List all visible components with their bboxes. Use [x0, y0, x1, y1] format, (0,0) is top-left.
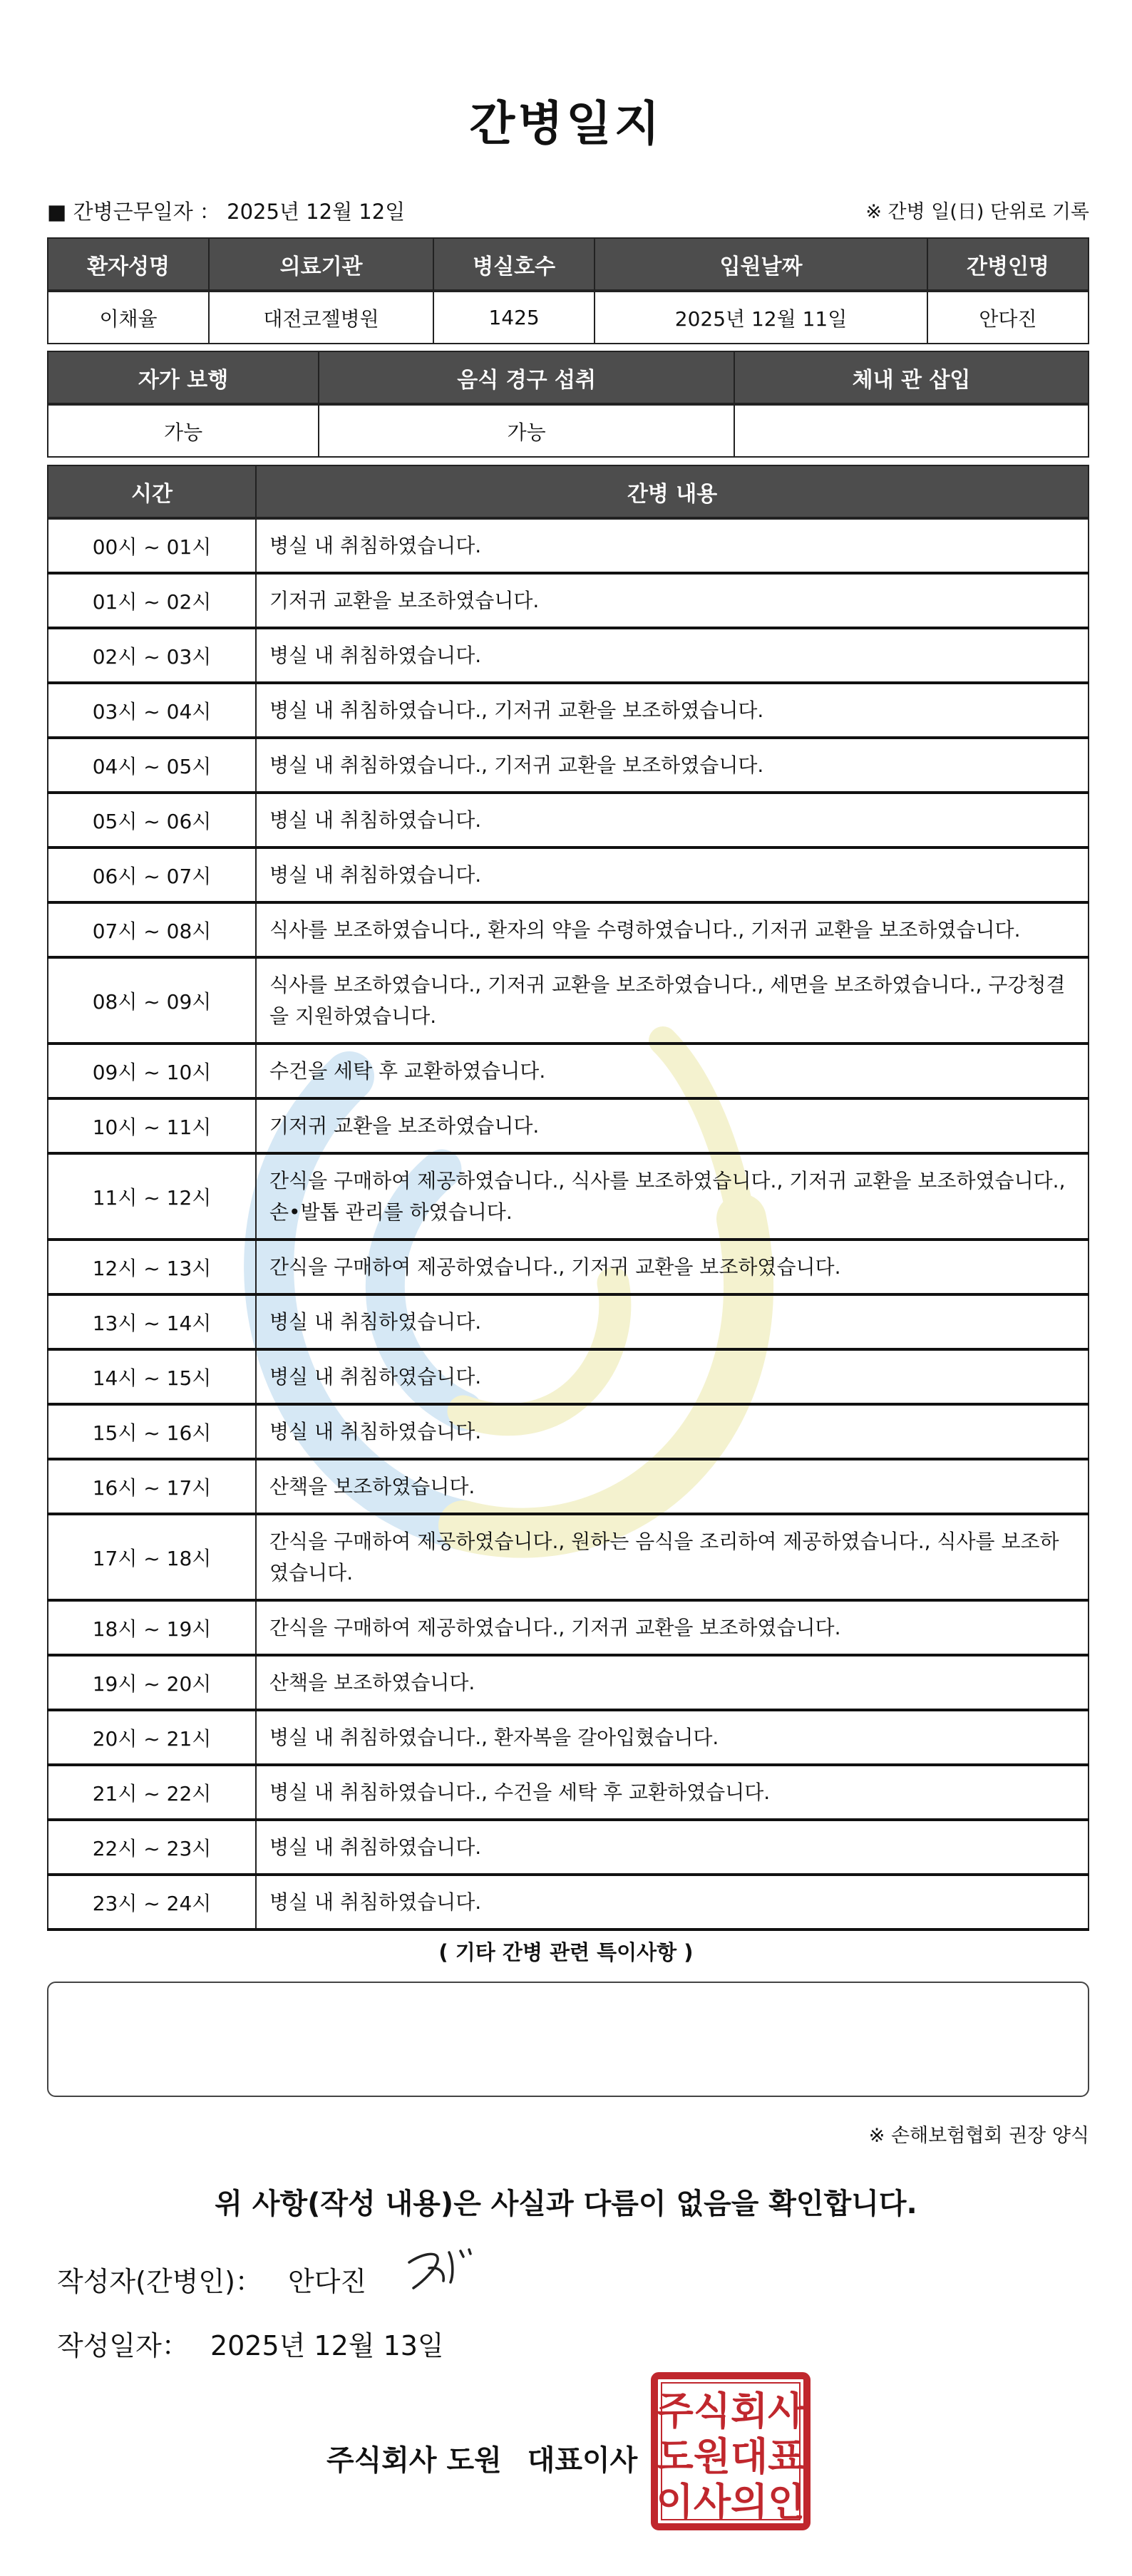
writer-label: 작성자(간병인)： — [57, 2266, 262, 2297]
status-header-row — [48, 351, 1089, 404]
content-cell: 병실 내 취침하였습니다. — [256, 1875, 1089, 1930]
content-cell: 병실 내 취침하였습니다. — [256, 518, 1089, 573]
table-row — [48, 1710, 1089, 1765]
time-cell: 04시 ~ 05시 — [48, 738, 256, 793]
svg-text:이사의인: 이사의인 — [656, 2480, 806, 2525]
caregiver-name: 안다진 — [927, 291, 1089, 344]
document-title: 간병일지 — [469, 96, 663, 151]
time-cell: 09시 ~ 10시 — [48, 1044, 256, 1098]
table-row — [48, 957, 1089, 1044]
content-cell: 수건을 세탁 후 교환하였습니다. — [256, 1044, 1089, 1098]
time-cell: 00시 ~ 01시 — [48, 518, 256, 573]
table-row — [48, 1514, 1089, 1600]
hospital-name: 대전코젤병원 — [209, 291, 433, 344]
admission-date: 2025년 12월 11일 — [595, 291, 927, 344]
time-cell: 20시 ~ 21시 — [48, 1710, 256, 1765]
header-tube-insertion: 체내 관 삽입 — [734, 351, 1089, 404]
time-cell: 10시 ~ 11시 — [48, 1098, 256, 1153]
content-cell: 병실 내 취침하였습니다. — [256, 793, 1089, 847]
table-row — [48, 518, 1089, 573]
header-caregiver-name: 간병인명 — [927, 238, 1089, 291]
time-cell: 05시 ~ 06시 — [48, 793, 256, 847]
table-row — [48, 1655, 1089, 1710]
content-cell: 산책을 보조하였습니다. — [256, 1655, 1089, 1710]
notes-title: ( 기타 간병 관련 특이사항 ) — [438, 1940, 694, 1964]
notes-box — [47, 1982, 1089, 2097]
footnote: ※ 손해보험협회 권장 양식 — [868, 2125, 1089, 2147]
content-cell: 식사를 보조하였습니다., 기저귀 교환을 보조하였습니다., 세면을 보조하였습니다., 구강청결을 지원하였습니다. — [256, 957, 1089, 1044]
company-seal-icon — [650, 2371, 811, 2531]
table-row — [48, 1153, 1089, 1240]
time-cell: 08시 ~ 09시 — [48, 957, 256, 1044]
content-cell: 간식을 구매하여 제공하였습니다., 기저귀 교환을 보조하였습니다. — [256, 1600, 1089, 1655]
content-cell: 병실 내 취침하였습니다. — [256, 1349, 1089, 1404]
header-time: 시간 — [48, 465, 256, 518]
content-cell: 간식을 구매하여 제공하였습니다., 기저귀 교환을 보조하였습니다. — [256, 1240, 1089, 1294]
table-row — [48, 683, 1089, 738]
header-oral-intake: 음식 경구 섭취 — [319, 351, 734, 404]
time-cell: 18시 ~ 19시 — [48, 1600, 256, 1655]
time-cell: 02시 ~ 03시 — [48, 628, 256, 683]
table-row — [48, 1765, 1089, 1820]
table-row — [48, 573, 1089, 628]
time-cell: 12시 ~ 13시 — [48, 1240, 256, 1294]
patient-status-table — [47, 351, 1089, 458]
svg-text:도원대표: 도원대표 — [656, 2434, 806, 2479]
self-walking-value: 가능 — [48, 404, 319, 457]
content-cell: 병실 내 취침하였습니다., 기저귀 교환을 보조하였습니다. — [256, 738, 1089, 793]
date-label: 작성일자： — [57, 2330, 189, 2361]
header-care-content: 간병 내용 — [256, 465, 1089, 518]
time-cell: 13시 ~ 14시 — [48, 1294, 256, 1349]
svg-text:주식회사: 주식회사 — [656, 2389, 806, 2433]
header-hospital: 의료기관 — [209, 238, 433, 291]
table-row — [48, 628, 1089, 683]
table-row — [48, 1240, 1089, 1294]
content-cell: 산책을 보조하였습니다. — [256, 1459, 1089, 1514]
table-row — [48, 847, 1089, 902]
table-row — [48, 1098, 1089, 1153]
table-row — [48, 738, 1089, 793]
patient-name: 이채율 — [48, 291, 209, 344]
content-cell: 간식을 구매하여 제공하였습니다., 식사를 보조하였습니다., 기저귀 교환을 보조하였습니다., 손•발톱 관리를 하였습니다. — [256, 1153, 1089, 1240]
writer-line — [57, 2260, 366, 2299]
company-name: 주식회사 도원 — [326, 2444, 502, 2477]
work-date: ■ 간병근무일자 ： 2025년 12월 12일 — [47, 200, 406, 224]
hourly-care-log-table — [47, 465, 1089, 1931]
time-cell: 07시 ~ 08시 — [48, 902, 256, 957]
patient-info-table — [47, 237, 1089, 344]
content-cell: 식사를 보조하였습니다., 환자의 약을 수령하였습니다., 기저귀 교환을 보조하였습니다. — [256, 902, 1089, 957]
time-cell: 06시 ~ 07시 — [48, 847, 256, 902]
unit-note: ※ 간병 일(日) 단위로 기록 — [865, 201, 1089, 223]
table-row — [48, 902, 1089, 957]
time-cell: 14시 ~ 15시 — [48, 1349, 256, 1404]
time-cell: 01시 ~ 02시 — [48, 573, 256, 628]
info-header-row — [48, 238, 1089, 291]
table-row — [48, 1875, 1089, 1930]
header-room-number: 병실호수 — [433, 238, 595, 291]
time-cell: 11시 ~ 12시 — [48, 1153, 256, 1240]
content-cell: 병실 내 취침하였습니다. — [256, 847, 1089, 902]
content-cell: 기저귀 교환을 보조하였습니다. — [256, 573, 1089, 628]
status-value-row — [48, 404, 1089, 457]
log-header-row — [48, 465, 1089, 518]
content-cell: 기저귀 교환을 보조하였습니다. — [256, 1098, 1089, 1153]
time-cell: 17시 ~ 18시 — [48, 1514, 256, 1600]
header-self-walking: 자가 보행 — [48, 351, 319, 404]
time-cell: 16시 ~ 17시 — [48, 1459, 256, 1514]
oral-intake-value: 가능 — [319, 404, 734, 457]
content-cell: 병실 내 취침하였습니다. — [256, 1404, 1089, 1459]
content-cell: 병실 내 취침하였습니다. — [256, 1820, 1089, 1875]
signature-icon — [401, 2238, 515, 2295]
header-admission-date: 입원날짜 — [595, 238, 927, 291]
time-cell: 19시 ~ 20시 — [48, 1655, 256, 1710]
time-cell: 15시 ~ 16시 — [48, 1404, 256, 1459]
writer-name: 안다진 — [288, 2266, 367, 2297]
table-row — [48, 1600, 1089, 1655]
time-cell: 22시 ~ 23시 — [48, 1820, 256, 1875]
content-cell: 간식을 구매하여 제공하였습니다., 원하는 음식을 조리하여 제공하였습니다., 식사를 보조하였습니다. — [256, 1514, 1089, 1600]
date-line — [57, 2324, 444, 2363]
representative-title: 대표이사 — [527, 2444, 638, 2477]
table-row — [48, 1349, 1089, 1404]
tube-insertion-value — [734, 404, 1089, 457]
table-row — [48, 1294, 1089, 1349]
table-row — [48, 1459, 1089, 1514]
content-cell: 병실 내 취침하였습니다., 환자복을 갈아입혔습니다. — [256, 1710, 1089, 1765]
date-value: 2025년 12월 13일 — [210, 2330, 444, 2361]
table-row — [48, 1820, 1089, 1875]
table-row — [48, 1044, 1089, 1098]
confirmation-statement: 위 사항(작성 내용)은 사실과 다름이 없음을 확인합니다. — [215, 2188, 917, 2220]
time-cell: 03시 ~ 04시 — [48, 683, 256, 738]
content-cell: 병실 내 취침하였습니다., 수건을 세탁 후 교환하였습니다. — [256, 1765, 1089, 1820]
company-line — [326, 2438, 637, 2478]
time-cell: 23시 ~ 24시 — [48, 1875, 256, 1930]
content-cell: 병실 내 취침하였습니다. — [256, 1294, 1089, 1349]
time-cell: 21시 ~ 22시 — [48, 1765, 256, 1820]
log-body — [48, 518, 1089, 1930]
table-row — [48, 1404, 1089, 1459]
content-cell: 병실 내 취침하였습니다. — [256, 628, 1089, 683]
table-row — [48, 793, 1089, 847]
info-value-row — [48, 291, 1089, 344]
room-number: 1425 — [433, 291, 595, 344]
content-cell: 병실 내 취침하였습니다., 기저귀 교환을 보조하였습니다. — [256, 683, 1089, 738]
header-patient-name: 환자성명 — [48, 238, 209, 291]
